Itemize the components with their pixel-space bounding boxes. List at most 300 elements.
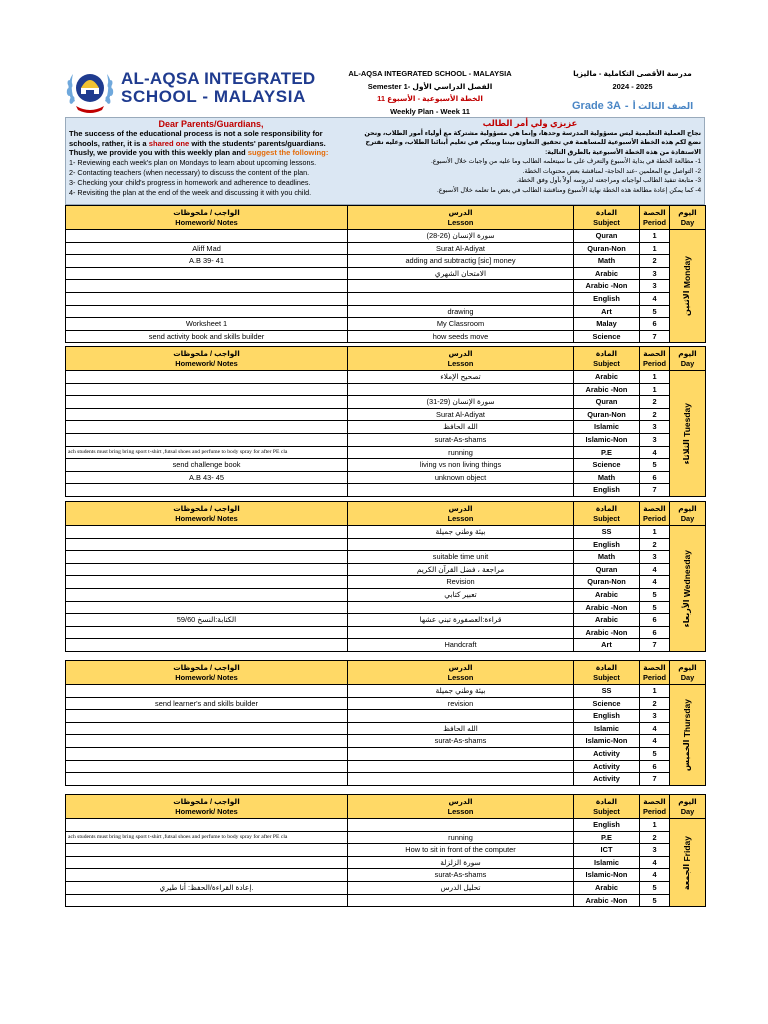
lesson-cell: تحليل الدرس [348, 881, 574, 894]
homework-cell [66, 819, 348, 832]
table-row [66, 869, 706, 882]
grade-label: Grade 3A [572, 100, 621, 112]
subject-header-ar: المادة [595, 662, 618, 672]
homework-header [66, 502, 348, 526]
table-row [66, 601, 706, 614]
period-cell: 4 [640, 563, 670, 576]
lesson-cell [348, 894, 574, 907]
lesson-header-ar: الدرس [448, 503, 473, 513]
day-label [681, 256, 693, 316]
homework-cell [66, 230, 348, 243]
subject-header-ar: المادة [595, 348, 618, 358]
period-cell: 2 [640, 255, 670, 268]
period-cell: 4 [640, 856, 670, 869]
homework-cell [66, 601, 348, 614]
day-header-ar: اليوم [678, 662, 697, 672]
table-row [66, 484, 706, 497]
homework-header [66, 347, 348, 371]
period-header-en: Period [643, 513, 666, 523]
table-row [66, 408, 706, 421]
lesson-cell: مراجعة ، فضل القرآن الكريم [348, 563, 574, 576]
intro-shared: shared one [148, 138, 190, 148]
subject-header [574, 206, 640, 230]
homework-cell [66, 280, 348, 293]
table-row [66, 459, 706, 472]
lesson-header [348, 795, 574, 819]
intro-step: 2- Contacting teachers (when necessary) to discuss the content of the plan. [69, 167, 310, 177]
day-name-ar: الجمعة [682, 863, 692, 890]
day-header [670, 347, 706, 371]
period-cell: 3 [640, 844, 670, 857]
semester-label: Semester 1- الفصل الدراسي الأول [367, 81, 493, 91]
homework-header-ar: الواجب / ملحوظات [173, 796, 240, 806]
period-cell: 1 [640, 685, 670, 698]
lesson-cell [348, 819, 574, 832]
day-cell [670, 685, 706, 786]
table-row [66, 614, 706, 627]
subject-cell: Arabic -Non [574, 601, 640, 614]
homework-header [66, 206, 348, 230]
lesson-header-en: Lesson [447, 672, 474, 682]
school-name-line1: AL-AQSA INTEGRATED [121, 69, 316, 88]
lesson-header [348, 661, 574, 685]
lesson-cell: adding and subtractig [sic] money [348, 255, 574, 268]
table-row [66, 255, 706, 268]
homework-header-ar: الواجب / ملحوظات [173, 503, 240, 513]
lesson-header [348, 347, 574, 371]
intro-step-ar: 2- التواصل مع المعلمين -عند الحاجة- لمناقشة بعض محتويات الخطة. [522, 167, 701, 175]
subject-cell: Activity [574, 760, 640, 773]
period-cell: 4 [640, 446, 670, 459]
period-cell: 3 [640, 551, 670, 564]
table-row [66, 538, 706, 551]
intro-step-ar: 1- مطالعة الخطة في بداية الأسبوع والتعرف على ما سيتعلمه الطالب وما عليه من واجبات خلال الأسبوع. [431, 158, 701, 165]
subject-cell: Science [574, 459, 640, 472]
day-cell-inner [670, 819, 705, 906]
period-header [640, 795, 670, 819]
intro-step-ar: 3- متابعة تنفيذ الطالب لواجباته ومراجعته لدروسه أولاً بأول وفق الخطة. [516, 177, 701, 184]
intro-english [66, 118, 356, 206]
subject-cell: Quran-Non [574, 576, 640, 589]
lesson-cell: surat-As-shams [348, 869, 574, 882]
lesson-cell: Handcraft [348, 639, 574, 652]
school-name [121, 70, 315, 106]
lesson-cell: Surat Al-Adiyat [348, 408, 574, 421]
lesson-header [348, 502, 574, 526]
subject-cell: Arabic -Non [574, 280, 640, 293]
table-row [66, 735, 706, 748]
subject-cell: Math [574, 551, 640, 564]
day-table-monday [65, 205, 706, 343]
period-header-en: Period [643, 672, 666, 682]
table-header-row [66, 502, 706, 526]
day-header-ar: اليوم [678, 796, 697, 806]
lesson-header-en: Lesson [447, 513, 474, 523]
day-cell [670, 371, 706, 497]
lesson-cell: revision [348, 697, 574, 710]
lesson-cell: بيئة وطني جميلة [348, 685, 574, 698]
period-cell: 1 [640, 819, 670, 832]
table-row [66, 881, 706, 894]
day-cell [670, 230, 706, 343]
table-row [66, 330, 706, 343]
lesson-cell: unknown object [348, 471, 574, 484]
lesson-cell: الله الحافظ [348, 421, 574, 434]
intro-greeting-ar: عزيزي ولي أمر الطالب [482, 118, 578, 128]
day-name-en: Friday [682, 835, 693, 862]
day-header-en: Day [680, 806, 695, 816]
period-cell: 5 [640, 588, 670, 601]
homework-cell [66, 588, 348, 601]
intro-text-2: with the students' parents/guardians. Thusly, we provide you with this weekly plan and [69, 138, 326, 157]
table-row [66, 819, 706, 832]
subject-cell: ICT [574, 844, 640, 857]
lesson-cell: سورة الزلزلة [348, 856, 574, 869]
day-header-en: Day [680, 217, 695, 227]
lesson-cell: تعبير كتابي [348, 588, 574, 601]
lesson-cell: How to sit in front of the computer [348, 844, 574, 857]
table-row [66, 242, 706, 255]
lesson-cell [348, 626, 574, 639]
period-header-ar: الحصة [643, 796, 666, 806]
subject-cell: English [574, 292, 640, 305]
homework-cell [66, 710, 348, 723]
period-cell: 2 [640, 396, 670, 409]
day-header-ar: اليوم [678, 207, 697, 217]
lesson-header-en: Lesson [447, 358, 474, 368]
lesson-cell: suitable time unit [348, 551, 574, 564]
homework-cell [66, 760, 348, 773]
weekly-plan-ar: الخطة الأسبوعية - الأسبوع 11 [377, 94, 483, 103]
day-label [681, 699, 693, 771]
intro-paragraph [69, 129, 353, 158]
subject-cell: Arabic [574, 881, 640, 894]
lesson-cell: drawing [348, 305, 574, 318]
period-header-en: Period [643, 806, 666, 816]
homework-cell [66, 421, 348, 434]
subject-header-en: Subject [593, 513, 620, 523]
homework-header-ar: الواجب / ملحوظات [173, 348, 240, 358]
lesson-cell: surat-As-shams [348, 735, 574, 748]
period-cell: 4 [640, 735, 670, 748]
homework-cell [66, 685, 348, 698]
lesson-cell: الامتحان الشهري [348, 267, 574, 280]
period-cell: 1 [640, 526, 670, 539]
period-header-en: Period [643, 217, 666, 227]
period-header [640, 347, 670, 371]
subject-cell: Activity [574, 747, 640, 760]
period-cell: 6 [640, 760, 670, 773]
period-cell: 6 [640, 614, 670, 627]
subject-cell: Arabic [574, 267, 640, 280]
subject-cell: English [574, 819, 640, 832]
subject-header-en: Subject [593, 217, 620, 227]
table-row [66, 588, 706, 601]
day-header [670, 795, 706, 819]
period-header-ar: الحصة [643, 207, 666, 217]
period-header-ar: الحصة [643, 348, 666, 358]
period-cell: 6 [640, 318, 670, 331]
day-header-en: Day [680, 513, 695, 523]
table-header-row [66, 347, 706, 371]
table-header-row [66, 795, 706, 819]
homework-cell: A.B 43- 45 [66, 471, 348, 484]
subject-header-ar: المادة [595, 796, 618, 806]
subject-cell: Islamic [574, 421, 640, 434]
grade-line [572, 96, 722, 114]
subject-cell: Arabic -Non [574, 383, 640, 396]
table-row [66, 471, 706, 484]
period-cell: 3 [640, 267, 670, 280]
grade-label-ar: الصف الثالث أ [632, 101, 694, 111]
homework-cell [66, 773, 348, 786]
homework-cell: Aliff Mad [66, 242, 348, 255]
homework-header-ar: الواجب / ملحوظات [173, 207, 240, 217]
subject-cell: Science [574, 697, 640, 710]
homework-header-en: Homework/ Notes [175, 513, 238, 523]
subject-header [574, 795, 640, 819]
homework-cell [66, 576, 348, 589]
period-cell: 3 [640, 421, 670, 434]
subject-cell: Islamic-Non [574, 433, 640, 446]
day-header [670, 206, 706, 230]
day-cell-inner [670, 526, 705, 651]
period-cell: 2 [640, 538, 670, 551]
subject-cell: Malay [574, 318, 640, 331]
table-header-row [66, 661, 706, 685]
subject-cell: English [574, 538, 640, 551]
lesson-cell: living vs non living things [348, 459, 574, 472]
period-cell: 4 [640, 722, 670, 735]
table-row [66, 318, 706, 331]
intro-paragraph-ar: نجاح العملية التعليمية ليس مسؤولية المدرسة وحدها، وإنما هي مسؤولية مشتركة مع أولياء أمور الطلاب، ونحن نضع لكم هذه الخطة الأسبوعية للمساهمة في تحقيق التعاون بيننا وبينكم في تعليم أبنائنا الطلاب، وعليه نقترح الاستفادة من هذه الخطة الأسبوعية بالطرق التالية: [364, 129, 701, 156]
period-cell: 2 [640, 697, 670, 710]
period-cell: 4 [640, 869, 670, 882]
period-cell: 7 [640, 484, 670, 497]
subject-cell: Arabic -Non [574, 894, 640, 907]
subject-header-ar: المادة [595, 207, 618, 217]
subject-cell: Activity [574, 773, 640, 786]
period-cell: 4 [640, 292, 670, 305]
lesson-header-ar: الدرس [448, 796, 473, 806]
day-name-en: Wednesday [682, 549, 693, 597]
day-name-en: Monday [682, 256, 693, 289]
lesson-cell [348, 292, 574, 305]
intro-panel [65, 117, 705, 205]
homework-cell: ach students must bring bring sport t-shirt ,futsal shoes and perfume to body spray for after PE cla [66, 446, 348, 459]
subject-cell: SS [574, 526, 640, 539]
table-row [66, 305, 706, 318]
lesson-header [348, 206, 574, 230]
day-name-ar: الثلاثاء [682, 438, 692, 465]
lesson-cell [348, 760, 574, 773]
subject-cell: Math [574, 471, 640, 484]
period-header-en: Period [643, 358, 666, 368]
lesson-cell: Surat Al-Adiyat [348, 242, 574, 255]
table-row [66, 844, 706, 857]
period-cell: 1 [640, 230, 670, 243]
homework-cell [66, 722, 348, 735]
table-row [66, 396, 706, 409]
day-table-friday [65, 794, 706, 907]
subject-cell: English [574, 484, 640, 497]
table-row [66, 563, 706, 576]
lesson-cell [348, 280, 574, 293]
table-row [66, 526, 706, 539]
center-title: AL-AQSA INTEGRATED SCHOOL - MALAYSIA [348, 69, 512, 78]
school-name-line2: SCHOOL - MALAYSIA [121, 86, 306, 106]
lesson-header-ar: الدرس [448, 207, 473, 217]
homework-cell [66, 894, 348, 907]
homework-cell [66, 433, 348, 446]
table-row [66, 697, 706, 710]
center-heading [330, 68, 530, 118]
subject-cell: Quran-Non [574, 408, 640, 421]
subject-header [574, 661, 640, 685]
period-cell: 3 [640, 710, 670, 723]
school-name-ar: مدرسة الأقصى التكاملية - ماليزيا [573, 69, 692, 78]
homework-cell [66, 551, 348, 564]
homework-cell [66, 563, 348, 576]
table-row [66, 371, 706, 384]
subject-cell: Arabic -Non [574, 626, 640, 639]
table-row [66, 856, 706, 869]
period-cell: 2 [640, 831, 670, 844]
intro-greeting: Dear Parents/Guardians, [158, 119, 264, 129]
intro-text-1: The success of the educational process is not a sole responsibility for schools, rather, it is a [69, 129, 323, 148]
day-cell-inner [670, 685, 705, 785]
day-label [681, 550, 693, 627]
period-cell: 2 [640, 408, 670, 421]
day-name-ar: الاثنين [682, 290, 692, 317]
homework-cell: send challenge book [66, 459, 348, 472]
lesson-cell [348, 601, 574, 614]
homework-cell: send learner's and skills builder [66, 697, 348, 710]
subject-cell: SS [574, 685, 640, 698]
period-cell: 5 [640, 305, 670, 318]
lesson-cell: My Classroom [348, 318, 574, 331]
subject-cell: P.E [574, 831, 640, 844]
homework-cell [66, 869, 348, 882]
lesson-cell: قراءة:العصفورة تبني عشها [348, 614, 574, 627]
subject-header-en: Subject [593, 358, 620, 368]
period-header [640, 206, 670, 230]
homework-cell [66, 408, 348, 421]
subject-cell: Arabic [574, 371, 640, 384]
homework-cell: ach students must bring bring sport t-shirt ,futsal shoes and perfume to body spray for after PE cla [66, 831, 348, 844]
homework-cell [66, 484, 348, 497]
subject-cell: Math [574, 255, 640, 268]
academic-year: 2024 - 2025 [612, 81, 653, 91]
table-row [66, 383, 706, 396]
lesson-header-ar: الدرس [448, 662, 473, 672]
period-cell: 7 [640, 773, 670, 786]
subject-cell: Islamic-Non [574, 869, 640, 882]
subject-cell: Quran [574, 230, 640, 243]
period-header-ar: الحصة [643, 662, 666, 672]
day-header-ar: اليوم [678, 503, 697, 513]
table-row [66, 773, 706, 786]
grade-dash: - [624, 100, 629, 112]
day-header-ar: اليوم [678, 348, 697, 358]
day-header-en: Day [680, 672, 695, 682]
subject-cell: Quran [574, 396, 640, 409]
school-logo [64, 64, 116, 116]
homework-cell [66, 747, 348, 760]
table-row [66, 710, 706, 723]
lesson-cell: running [348, 831, 574, 844]
period-cell: 1 [640, 383, 670, 396]
intro-step: 3- Checking your child's progress in homework and adherence to deadlines. [69, 177, 311, 187]
intro-suggest: suggest the following: [247, 148, 329, 157]
subject-header [574, 502, 640, 526]
table-row [66, 747, 706, 760]
homework-cell [66, 383, 348, 396]
homework-cell: A.B 39- 41 [66, 255, 348, 268]
homework-cell [66, 305, 348, 318]
homework-cell: الكتابة:النسخ 59/60 [66, 614, 348, 627]
homework-cell: إعادة القراءة/الحفظ: أنا طيري. [66, 881, 348, 894]
intro-step-ar: 4- كما يمكن إعادة مطالعة هذه الخطة نهاية الأسبوع ومناقشة الطالب في بعض ما تعلمه خلال الأسبوع. [437, 186, 701, 194]
lesson-cell [348, 538, 574, 551]
table-row [66, 292, 706, 305]
lesson-cell: تصحيح الإملاء [348, 371, 574, 384]
table-row [66, 576, 706, 589]
homework-header [66, 661, 348, 685]
subject-cell: Islamic [574, 856, 640, 869]
day-label [681, 403, 693, 464]
homework-cell [66, 844, 348, 857]
table-row [66, 639, 706, 652]
homework-cell [66, 267, 348, 280]
homework-cell [66, 639, 348, 652]
table-row [66, 626, 706, 639]
table-row [66, 230, 706, 243]
day-cell-inner [670, 230, 705, 342]
table-row [66, 722, 706, 735]
day-name-en: Tuesday [682, 402, 693, 437]
day-header [670, 502, 706, 526]
day-label [681, 836, 693, 890]
subject-cell: Art [574, 639, 640, 652]
homework-cell [66, 371, 348, 384]
period-cell: 1 [640, 371, 670, 384]
lesson-cell: سورة الإنسان (29-31) [348, 396, 574, 409]
lesson-header-en: Lesson [447, 217, 474, 227]
period-header-ar: الحصة [643, 503, 666, 513]
lesson-cell: الله الحافظ [348, 722, 574, 735]
subject-cell: Quran [574, 563, 640, 576]
lesson-cell [348, 484, 574, 497]
intro-step: 1- Reviewing each week's plan on Mondays to learn about upcoming lessons. [69, 157, 317, 167]
subject-header-ar: المادة [595, 503, 618, 513]
subject-cell: Islamic-Non [574, 735, 640, 748]
lesson-header-ar: الدرس [448, 348, 473, 358]
table-row [66, 551, 706, 564]
day-name-en: Thursday [682, 698, 693, 738]
subject-cell: Arabic [574, 588, 640, 601]
period-cell: 4 [640, 576, 670, 589]
period-header [640, 661, 670, 685]
homework-cell [66, 626, 348, 639]
subject-cell: Science [574, 330, 640, 343]
day-table-tuesday [65, 346, 706, 497]
lesson-cell: how seeds move [348, 330, 574, 343]
homework-header-en: Homework/ Notes [175, 358, 238, 368]
lesson-cell [348, 710, 574, 723]
period-cell: 5 [640, 747, 670, 760]
table-row [66, 894, 706, 907]
